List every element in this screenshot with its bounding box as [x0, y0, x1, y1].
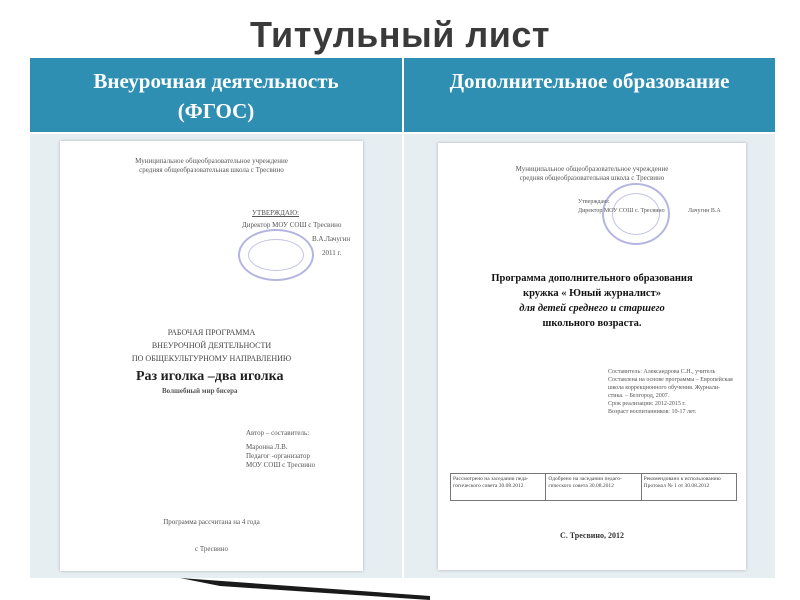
- right-footer: С. Тресвино, 2012: [560, 531, 624, 540]
- right-title-line1: Программа дополнительного образования: [491, 273, 693, 284]
- header-cell-extracurricular: [30, 58, 402, 132]
- left-program-line1: РАБОЧАЯ ПРОГРАММА: [167, 328, 256, 337]
- left-program-line2: ВНЕУРОЧНОЙ ДЕЯТЕЛЬНОСТИ: [151, 341, 272, 350]
- left-approve-heading: УТВЕРЖДАЮ:: [252, 209, 300, 217]
- left-approve-year: 2011 г.: [322, 249, 342, 257]
- right-approval-table: [450, 473, 737, 501]
- left-stamp-seal: [238, 229, 314, 281]
- column-divider: [402, 58, 404, 578]
- header-cell-additional-education: Дополнительное образование: [449, 69, 730, 93]
- slide-title: Титульный лист: [249, 14, 551, 55]
- left-duration: Программа рассчитана на 4 года: [163, 518, 260, 526]
- right-org-line1: Муниципальное общеобразовательное учреждение: [515, 165, 669, 173]
- left-approve-role: Директор МОУ СОШ с Тресвино: [242, 221, 342, 229]
- right-info-line5: Срок реализации: 2012-2015 г.: [608, 401, 686, 407]
- decorative-shadow: [180, 578, 430, 600]
- left-title-page: [60, 141, 363, 571]
- left-approve-name: В.А.Лачугин: [312, 235, 351, 243]
- right-info-line6: Возраст воспитанников: 10-17 лет.: [608, 409, 697, 415]
- right-info-line2: Составлена на основе программы – Европейская: [608, 377, 733, 383]
- right-org-line2: средняя общеобразовательная школа с Тресвино: [519, 174, 665, 182]
- right-approve-name: Лачугин В.А: [688, 208, 721, 214]
- left-author-school: МОУ СОШ с Тресвино: [246, 461, 316, 469]
- right-info-line3: школа коррекционного обучения. Журнали-: [608, 385, 721, 391]
- right-info-line1: Составитель: Александрова С.Н., учитель: [608, 369, 716, 375]
- left-author-heading: Автор – составитель:: [246, 429, 310, 437]
- right-title-line4: школьного возраста.: [542, 318, 642, 329]
- right-approve-heading: Утверждаю:: [578, 199, 610, 205]
- header-left-line2: (ФГОС): [177, 99, 255, 123]
- row-divider: [30, 132, 775, 134]
- left-org-line1: Муниципальное общеобразовательное учреждение: [135, 157, 288, 165]
- right-info-line4: стика. – Белгород, 2007.: [608, 393, 670, 399]
- header-left-line1: Внеурочная деятельность: [93, 69, 339, 93]
- left-org-line2: средняя общеобразовательная школа с Тресвино: [139, 166, 284, 174]
- approval-cell-2: Одобрено на заседании педаго-гического совета 30.08.2012: [546, 474, 641, 500]
- right-title-line3: для детей среднего и старшего: [519, 303, 665, 314]
- right-approve-role: Директор МОУ СОШ с. Тресвино: [578, 208, 665, 214]
- approval-cell-3: Рекомендовано к использованию Протокол № 1 от 30.08.2012: [643, 476, 721, 489]
- left-program-name: Раз иголка –два иголка: [136, 369, 284, 384]
- right-title-page: [438, 143, 746, 570]
- approval-cell-1: Рассмотрено на заседании педа-гогического совета 30.08.2012: [451, 474, 546, 500]
- left-program-subtitle: Волшебный мир бисера: [162, 387, 238, 395]
- left-program-line3: ПО ОБЩЕКУЛЬТУРНОМУ НАПРАВЛЕНИЮ: [131, 354, 292, 363]
- left-author-name: Маронна Л.В.: [246, 443, 288, 451]
- right-title-line2: кружка « Юный журналист»: [523, 288, 661, 299]
- left-author-role: Педагог -организатор: [246, 452, 311, 460]
- left-place: с Тресвино: [194, 545, 229, 553]
